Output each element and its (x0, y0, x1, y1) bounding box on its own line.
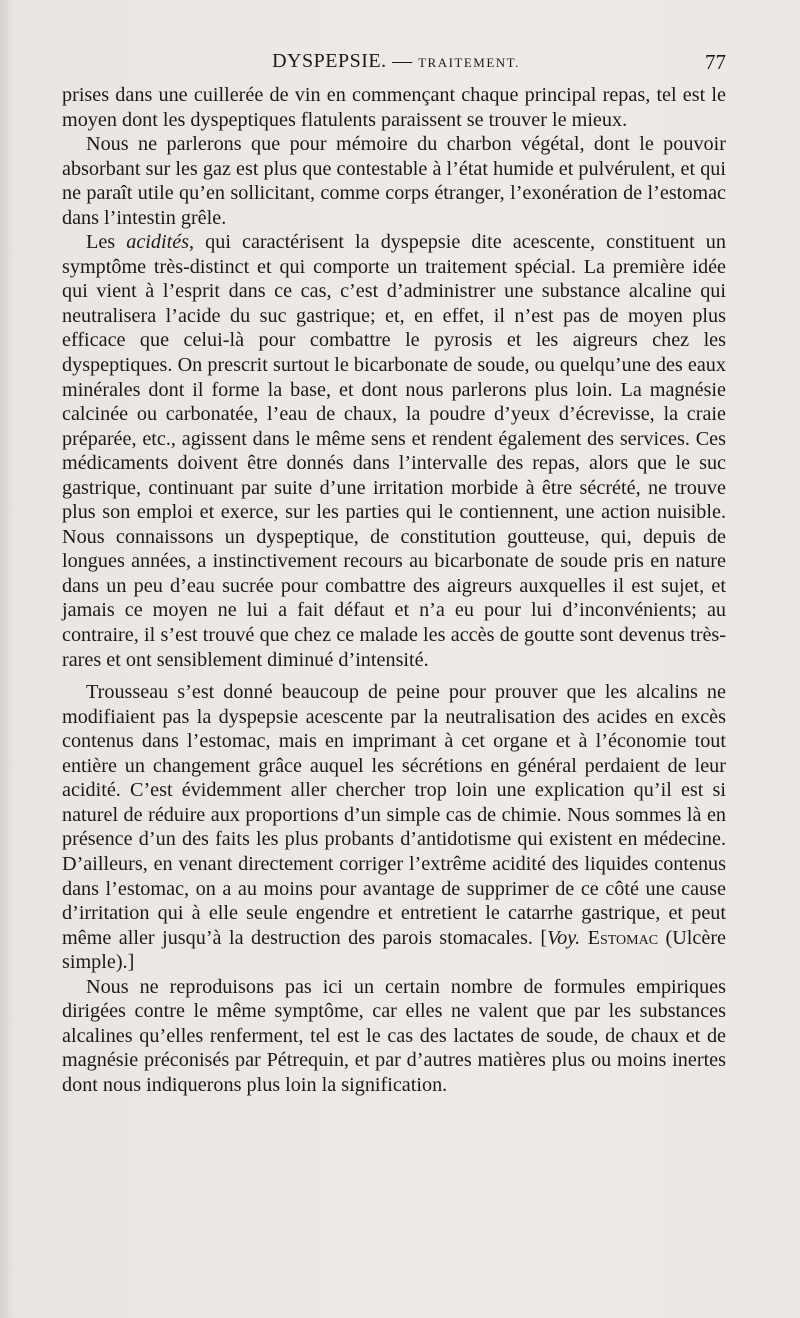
cross-reference-close: (Ulcère simple).] (62, 926, 727, 974)
paragraph-3-rest: , qui caractérisent la dyspepsie dite acescente, constituent un symptôme très-distinct et qui comporte un traitement spécial. La première idée qui vient à l’esprit dans ce cas, c’est d’administrer une substance alcaline qui neutralisera l’acide du suc gastrique; et, en effet, il n’est pas de moyen plus efficace que celui-là pour combattre le pyrosis et les aigreurs chez les dyspeptiques. On prescrit surtout le bicarbonate de soude, ou quelqu’une des eaux minérales dont il forme la base, et dont nous parlerons plus loin. La magnésie calcinée ou carbonatée, l’eau de chaux, la poudre d’yeux d’écrevisse, la craie préparée, etc., agissent dans le même sens et rendent également des services. Ces médicaments doivent être donnés dans l’intervalle des repas, alors que le suc gastrique, continuant par suite d’une irritation morbide à être sécrété, ne trouve plus son emploi et exerce, sur les parties qui le contiennent, une action nuisible. Nous connaissons un dyspeptique, de constitution goutteuse, qui, depuis de longues années, a instinctivement recours au bicarbonate de soude pris en nature dans un peu d’eau sucrée pour combattre des aigreurs auxquelles il est sujet, et jamais ce moyen ne lui a fait défaut et n’a eu pour lui d’inconvénients; au contraire, il s’est trouvé que chez ce malade les accès de goutte sont devenus très-rares et ont sensiblement diminué d’intensité. (62, 231, 726, 671)
body-text (62, 83, 726, 1097)
paragraph-5: Nous ne reproduisons pas ici un certain nombre de formules empiriques dirigées contre le même symptôme, car elles ne valent que par les substances alcalines qu’elles renferment, tel est le cas des lactates de soude, de chaux et de magnésie préconisés par Pétrequin, et par d’autres matières plus ou moins inertes dont nous indiquerons plus loin la signification. (62, 975, 726, 1096)
chapter-title: DYSPEPSIE. (272, 50, 387, 72)
paragraph-1: prises dans une cuillerée de vin en commençant chaque principal repas, tel est le moyen dont les dyspeptiques flatulents paraissent se trouver le mieux. (62, 84, 726, 131)
term-acidites: acidités (126, 231, 190, 254)
running-title (62, 50, 730, 73)
paragraph-3-lead: Les (86, 231, 116, 254)
paragraph-gap (62, 672, 726, 680)
paragraph-4-text: Trousseau s’est donné beaucoup de peine pour prouver que les alcalins ne modifiaient pas la dyspepsie acescente par la neutralisation des acides en excès contenus dans l’estomac, mais en imprimant à cet organe et à l’économie tout entière un changement grâce auquel les sécrétions en général perdaient de leur acidité. C’est évidemment aller chercher trop loin une explication qu’il est si naturel de réduire aux proportions d’un simple cas de chimie. Nous sommes là en présence d’un des faits les plus probants d’antidotisme qui existent en médecine. D’ailleurs, en venant directement corriger l’extrême acidité des liquides contenus dans l’estomac, on a au moins pour avantage de supprimer de ce côté une cause d’irritation qui à elle seule engendre et entretient le catarrhe gastrique, et peut même aller jusqu’à la destruction des parois stomacales. (62, 681, 726, 949)
paragraph-4 (62, 680, 726, 975)
title-separator: — (392, 50, 413, 72)
page-number: 77 (705, 50, 726, 74)
paragraph-3 (62, 230, 726, 672)
page-header (62, 50, 730, 74)
cross-reference-voy: Voy. (547, 926, 581, 949)
section-title: TRAITEMENT. (418, 55, 520, 70)
paragraph-2: Nous ne parlerons que pour mémoire du charbon végétal, dont le pouvoir absorbant sur les gaz est plus que contestable à l’état humide et pulvérulent, et qui ne paraît utile qu’en sollicitant, comme corps étranger, l’exonération de l’estomac dans l’intestin grêle. (62, 133, 726, 229)
cross-reference-estomac: Estomac (587, 926, 659, 949)
cross-reference-open: [ (540, 926, 548, 949)
